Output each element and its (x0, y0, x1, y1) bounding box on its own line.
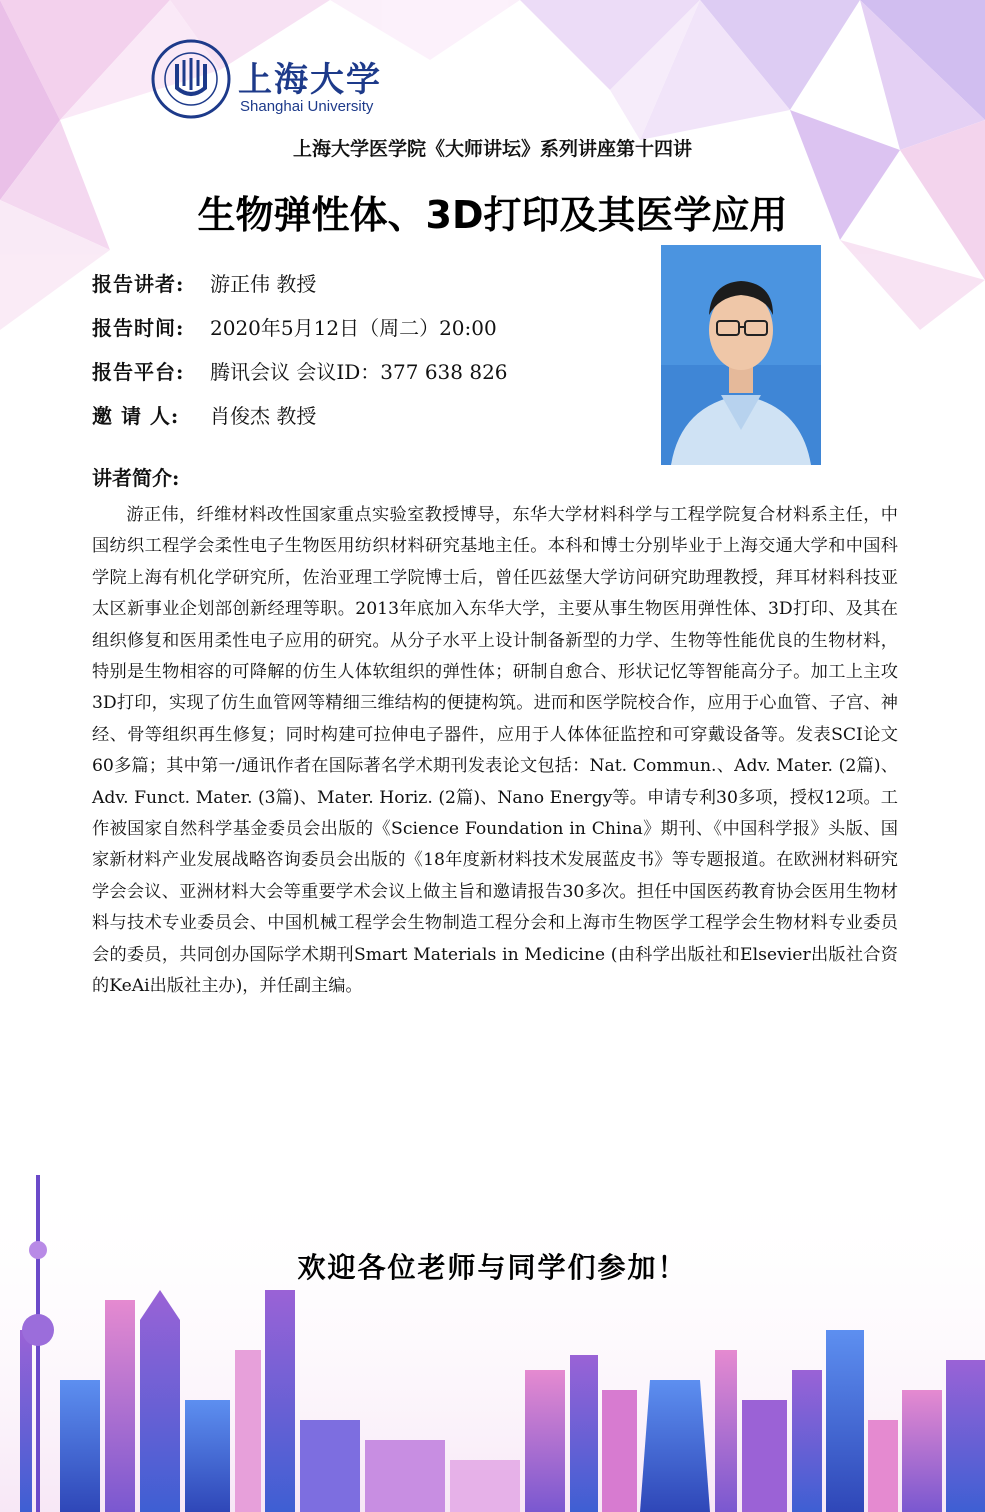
platform-label: 报告平台: (92, 360, 185, 384)
university-seal-icon (150, 38, 232, 120)
time-label: 报告时间: (92, 316, 185, 340)
platform-value: 腾讯会议 会议ID：377 638 826 (210, 360, 508, 384)
info-row-platform (92, 350, 652, 394)
info-row-speaker (92, 262, 652, 306)
welcome-message: 欢迎各位老师与同学们参加！ (297, 1251, 688, 1284)
university-name-cn: 上海大学 (238, 60, 382, 100)
university-name-en: Shanghai University (240, 98, 374, 115)
speaker-photo (661, 245, 821, 465)
inviter-label: 邀 请 人: (92, 404, 180, 428)
bio-heading: 讲者简介: (92, 466, 180, 490)
university-logo (150, 38, 410, 128)
speaker-label: 报告讲者: (92, 272, 185, 296)
lecture-info (92, 262, 652, 438)
series-title: 上海大学医学院《大师讲坛》系列讲座第十四讲 (292, 138, 692, 160)
info-row-time (92, 306, 652, 350)
speaker-value: 游正伟 教授 (210, 272, 317, 296)
time-value: 2020年5月12日（周二）20:00 (210, 316, 497, 340)
bio-text: 游正伟，纤维材料改性国家重点实验室教授博导，东华大学材料科学与工程学院复合材料系主任，中国纺织工程学会柔性电子生物医用纺织材料研究基地主任。本科和博士分别毕业于上海交通大学和中国科学院上海有机化学研究所，佐治亚理工学院博士后，曾任匹兹堡大学访问研究助理教授，拜耳材料科技亚太区新事业企划部创新经理等职。2013年底加入东华大学，主要从事生物医用弹性体、3D打印、及其在组织修复和医用柔性电子应用的研究。从分子水平上设计制备新型的力学、生物等性能优良的生物材料，特别是生物相容的可降解的仿生人体软组织的弹性体；研制自愈合、形状记忆等智能高分子。加工上主攻3D打印，实现了仿生血管网等精细三维结构的便捷构筑。进而和医学院校合作，应用于心血管、子宫、神经、骨等组织再生修复；同时构建可拉伸电子器件，应用于人体体征监控和可穿戴设备等。发表SCI论文60多篇；其中第一/通讯作者在国际著名学术期刊发表论文包括：Nat. Commun.、Adv. Mater. (2篇)、Adv. Funct. Mater. (3篇)、Mater. Horiz. (2篇)、Nano Energy等。申请专利30多项，授权12项。工作被国家自然科学基金委员会出版的《Science Foundation in China》期刊、《中国科学报》头版、国家新材料产业发展战略咨询委员会出版的《18年度新材料技术发展蓝皮书》等专题报道。在欧洲材料研究学会会议、亚洲材料大会等重要学术会议上做主旨和邀请报告30多次。担任中国医药教育协会医用生物材料与技术专业委员会、中国机械工程学会生物制造工程分会和上海市生物医学工程学会生物材料专业委员会的委员，共同创办国际学术期刊Smart Materials in Medicine (由科学出版社和Elsevier出版社合资的KeAi出版社主办)，并任副主编。 (92, 505, 898, 997)
info-row-inviter (92, 394, 652, 438)
lecture-title: 生物弹性体、3D打印及其医学应用 (197, 193, 788, 237)
inviter-value: 肖俊杰 教授 (210, 404, 317, 428)
